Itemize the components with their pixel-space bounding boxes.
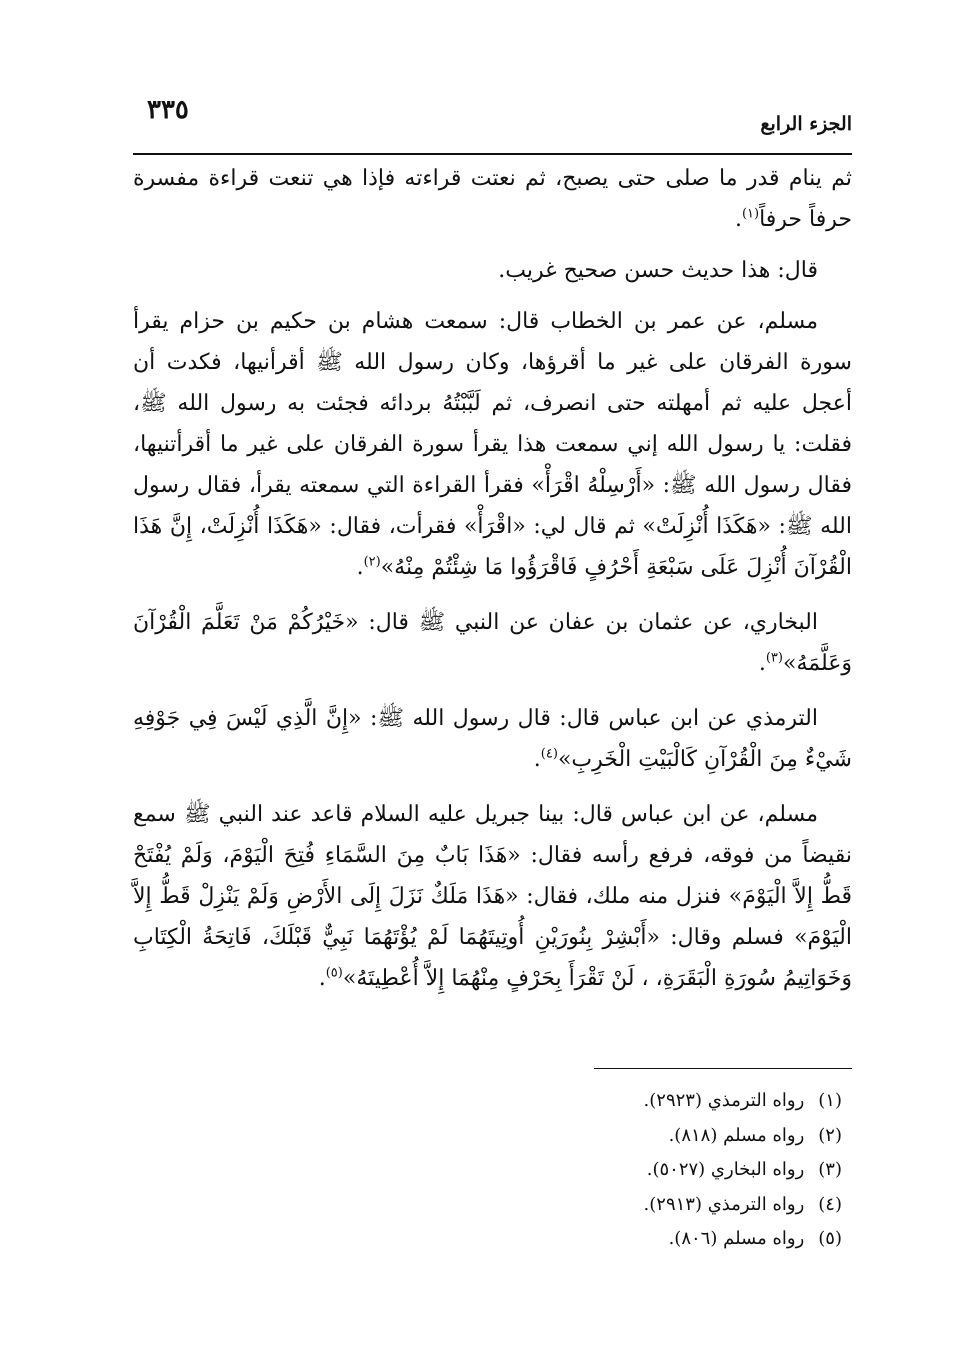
footnote-ref: (٢)	[363, 554, 381, 570]
footnote: (٣)رواه البخاري (٥٠٢٧).	[646, 1159, 842, 1180]
paragraph-hadith: الترمذي عن ابن عباس قال: قال رسول الله ﷺ: «إِنَّ الَّذِي لَيْسَ فِي جَوْفِهِ شَيْءٌ مِنَ الْقُرْآنِ كَالْبَيْتِ الْخَرِبِ»$^{(٤)}$.	[133, 706, 852, 772]
footnote-ref: (٣)	[765, 650, 783, 666]
page-number: ٣٣٥	[147, 95, 189, 125]
footnote-separator	[594, 1068, 852, 1069]
paragraph-hadith: البخاري، عن عثمان بن عفان عن النبي ﷺ قال: «خَيْرُكُمْ مَنْ تَعَلَّمَ الْقُرْآنَ وَعَلَّمَهُ»$^{(٣)}$.	[133, 610, 852, 676]
footnote: (١)رواه الترمذي (٢٩٢٣).	[643, 1090, 842, 1111]
paragraph-hadith: مسلم، عن عمر بن الخطاب قال: سمعت هشام بن حكيم بن حزام يقرأ سورة الفرقان على غير ما أقرؤها، وكان رسول الله ﷺ أقرأنيها، فكدت أن أعجل عليه ثم أمهلته حتى انصرف، ثم لَبَّبْتُهُ بردائه فجئت به رسول الله ﷺ، فقلت: يا رسول الله إني سمعت هذا يقرأ سورة الفرقان على غير ما أقرأتنيها، فقال رسول الله ﷺ: «أَرْسِلْهُ اقْرَأْ» فقرأ القراءة التي سمعته يقرأ، فقال رسول الله ﷺ: «هَكَذَا أُنْزِلَتْ» ثم قال لي: «اقْرَأْ» فقرأت، فقال: «هَكَذَا أُنْزِلَتْ، إِنَّ هَذَا الْقُرْآنَ أُنْزِلَ عَلَى سَبْعَةِ أَحْرُفٍ فَاقْرَؤُوا مَا شِئْتُمْ مِنْهُ»$^{(٢)}$.	[133, 309, 852, 580]
main-text	[133, 158, 852, 1009]
footnote: (٤)رواه الترمذي (٢٩١٣).	[643, 1193, 842, 1215]
footnote-ref: (١)	[741, 206, 760, 222]
footnotes	[133, 1084, 842, 1257]
footnote: (٥)رواه مسلم (٨٠٦).	[668, 1228, 842, 1249]
paragraph-hadith: مسلم، عن ابن عباس قال: بينا جبريل عليه السلام قاعد عند النبي ﷺ سمع نقيضاً من فوقه، فرفع رأسه فقال: «هَذَا بَابٌ مِنَ السَّمَاءِ فُتِحَ الْيَوْمَ، وَلَمْ يُفْتَحْ قَطُّ إِلاَّ الْيَوْمَ» فنزل منه ملك، فقال: «هَذَا مَلَكٌ نَزَلَ إِلَى الأَرْضِ وَلَمْ يَنْزِلْ قَطُّ إِلاَّ الْيَوْمَ» فسلم وقال: «أَبْشِرْ بِنُورَيْنِ أُوتِيتَهُمَا لَمْ يُؤْتَهُمَا نَبِيٌّ قَبْلَكَ، فَاتِحَةُ الْكِتَابِ وَخَوَاتِيمُ سُورَةِ الْبَقَرَةِ، ، لَنْ تَقْرَأَ بِحَرْفٍ مِنْهُمَا إِلاَّ أُعْطِيتَهُ»$^{(٥)}$.	[133, 802, 852, 991]
paragraph-grading: قال: هذا حديث حسن صحيح غريب.	[498, 258, 818, 283]
paragraph-continuation: ثم ينام قدر ما صلى حتى يصبح، ثم نعتت قراءته فإذا هي تنعت قراءة مفسرة حرفاً حرفاً$^{(١)}$.	[133, 166, 852, 232]
footnote-ref: (٥)	[325, 965, 343, 981]
page-header	[133, 95, 852, 155]
running-head: الجزء الرابع	[760, 113, 852, 135]
footnote: (٢)رواه مسلم (٨١٨).	[668, 1124, 842, 1146]
footnote-ref: (٤)	[540, 746, 558, 762]
